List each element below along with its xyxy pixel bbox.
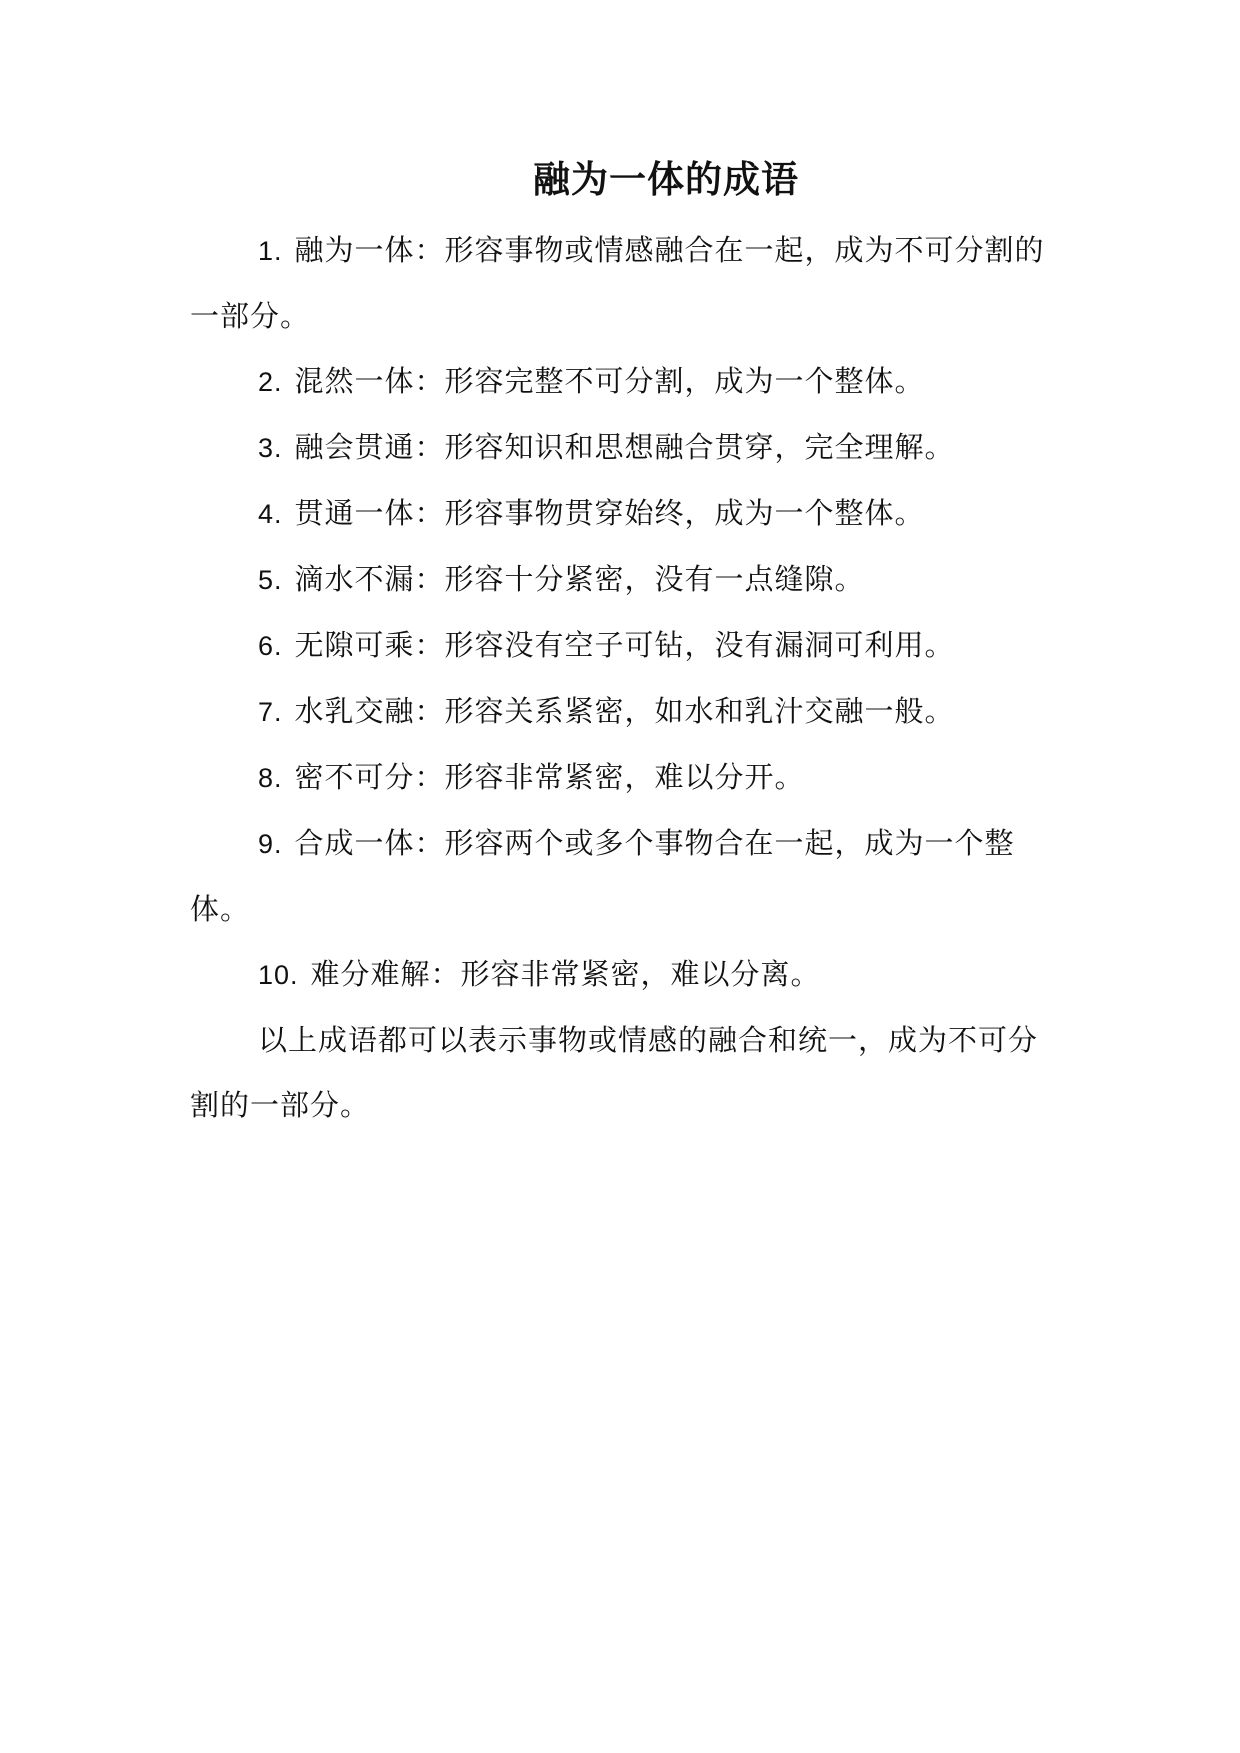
item-text: 合成一体：形容两个或多个事物合在一起，成为一个整体。 (190, 826, 1015, 926)
item-number: 1. (258, 236, 283, 266)
list-item (190, 942, 1060, 1008)
document-title: 融为一体的成语 (533, 158, 799, 201)
item-number: 7. (258, 697, 283, 727)
list-item (190, 481, 1060, 547)
item-number: 4. (258, 499, 283, 529)
document-body (190, 218, 1060, 1138)
list-item (190, 811, 1060, 942)
item-text: 无隙可乘：形容没有空子可钻，没有漏洞可利用。 (294, 628, 955, 662)
item-text: 融会贯通：形容知识和思想融合贯穿，完全理解。 (294, 430, 955, 464)
list-item (190, 349, 1060, 415)
item-number: 3. (258, 433, 283, 463)
item-number: 6. (258, 631, 283, 661)
list-item (190, 679, 1060, 745)
item-number: 5. (258, 565, 283, 595)
list-item (190, 613, 1060, 679)
conclusion-paragraph: 以上成语都可以表示事物或情感的融合和统一，成为不可分割的一部分。 (190, 1023, 1039, 1122)
item-number: 2. (258, 367, 283, 397)
item-text: 贯通一体：形容事物贯穿始终，成为一个整体。 (294, 496, 925, 530)
item-text: 融为一体：形容事物或情感融合在一起，成为不可分割的一部分。 (190, 233, 1045, 333)
item-number: 8. (258, 763, 283, 793)
list-item (190, 547, 1060, 613)
item-number: 9. (258, 829, 283, 859)
item-text: 滴水不漏：形容十分紧密，没有一点缝隙。 (294, 562, 865, 596)
item-number: 10. (258, 960, 299, 990)
item-text: 密不可分：形容非常紧密，难以分开。 (294, 760, 805, 794)
item-text: 难分难解：形容非常紧密，难以分离。 (310, 957, 821, 991)
list-item (190, 218, 1060, 349)
list-item (190, 745, 1060, 811)
item-text: 水乳交融：形容关系紧密，如水和乳汁交融一般。 (294, 694, 955, 728)
list-item (190, 415, 1060, 481)
item-text: 混然一体：形容完整不可分割，成为一个整体。 (294, 364, 925, 398)
